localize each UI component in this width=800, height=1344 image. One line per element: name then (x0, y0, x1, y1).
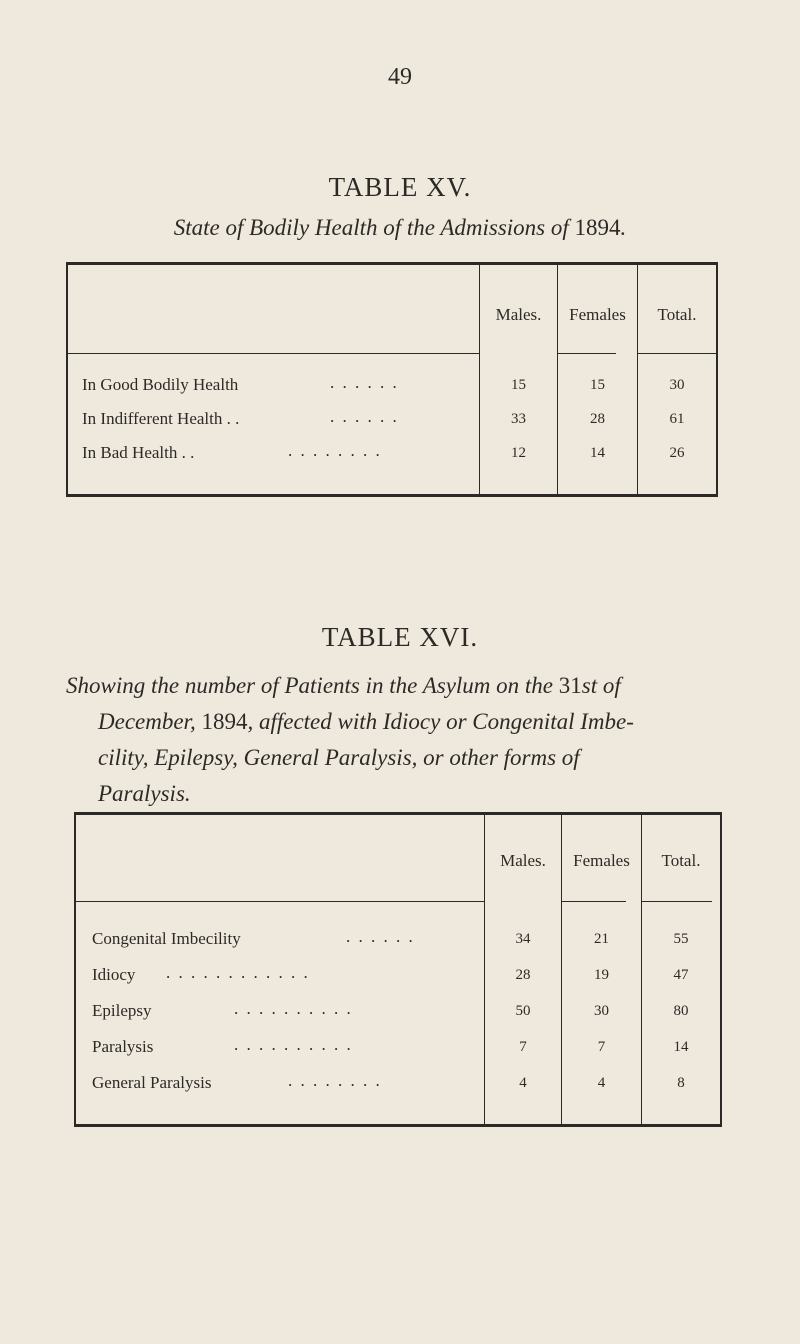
males-value: 4 (519, 1075, 527, 1091)
row-label: In Good Bodily Health (82, 375, 239, 394)
total-value: 14 (673, 1039, 689, 1055)
table-xvi-title: TABLE XVI. (321, 622, 479, 652)
total-value: 26 (669, 445, 685, 461)
table-xvi (74, 812, 722, 1127)
total-value: 61 (669, 411, 685, 427)
column-header-males: Males. (500, 851, 546, 870)
females-value: 4 (597, 1075, 606, 1091)
column-header-females: Females (569, 305, 626, 324)
total-value: 8 (677, 1075, 685, 1091)
total-value: 47 (673, 967, 689, 983)
females-value: 19 (594, 967, 609, 983)
males-value: 12 (511, 445, 526, 461)
page-number: 49 (388, 64, 412, 90)
table-xv-caption: State of Bodily Health of the Admissions of 1894. (173, 215, 627, 240)
leader-dots: . . . . . . . . . . . . (166, 963, 310, 982)
leader-dots: . . . . . . . . . . (234, 999, 353, 1018)
leader-dots: . . . . . . . . (288, 1071, 382, 1090)
males-value: 50 (515, 1003, 531, 1019)
males-value: 15 (511, 377, 526, 393)
column-header-total: Total. (661, 851, 701, 870)
leader-dots: . . . . . . . . (288, 441, 382, 460)
males-value: 34 (515, 931, 531, 947)
table-xv-title: TABLE XV. (328, 172, 472, 202)
females-value: 21 (594, 931, 609, 947)
row-label: Epilepsy (92, 1001, 152, 1020)
females-value: 30 (594, 1003, 609, 1019)
row-label: Idiocy (92, 965, 136, 984)
total-value: 30 (669, 377, 685, 393)
leader-dots: . . . . . . (330, 373, 399, 392)
males-value: 33 (511, 411, 526, 427)
total-value: 55 (673, 931, 689, 947)
row-label: In Bad Health . . (82, 443, 195, 462)
leader-dots: . . . . . . (330, 407, 399, 426)
females-value: 7 (597, 1039, 606, 1055)
females-value: 28 (590, 411, 605, 427)
males-value: 28 (515, 967, 531, 983)
column-header-females: Females (573, 851, 630, 870)
column-header-males: Males. (495, 305, 542, 324)
females-value: 15 (590, 377, 605, 393)
leader-dots: . . . . . . . . . . (234, 1035, 353, 1054)
row-label: Congenital Imbecility (92, 929, 241, 948)
row-label: In Indifferent Health . . (82, 409, 240, 428)
males-value: 7 (519, 1039, 527, 1055)
leader-dots: . . . . . . (346, 927, 415, 946)
row-label: Paralysis (92, 1037, 154, 1056)
column-header-total: Total. (657, 305, 697, 324)
table-xv (66, 262, 718, 497)
females-value: 14 (590, 445, 605, 461)
total-value: 80 (673, 1003, 689, 1019)
row-label: General Paralysis (92, 1073, 212, 1092)
